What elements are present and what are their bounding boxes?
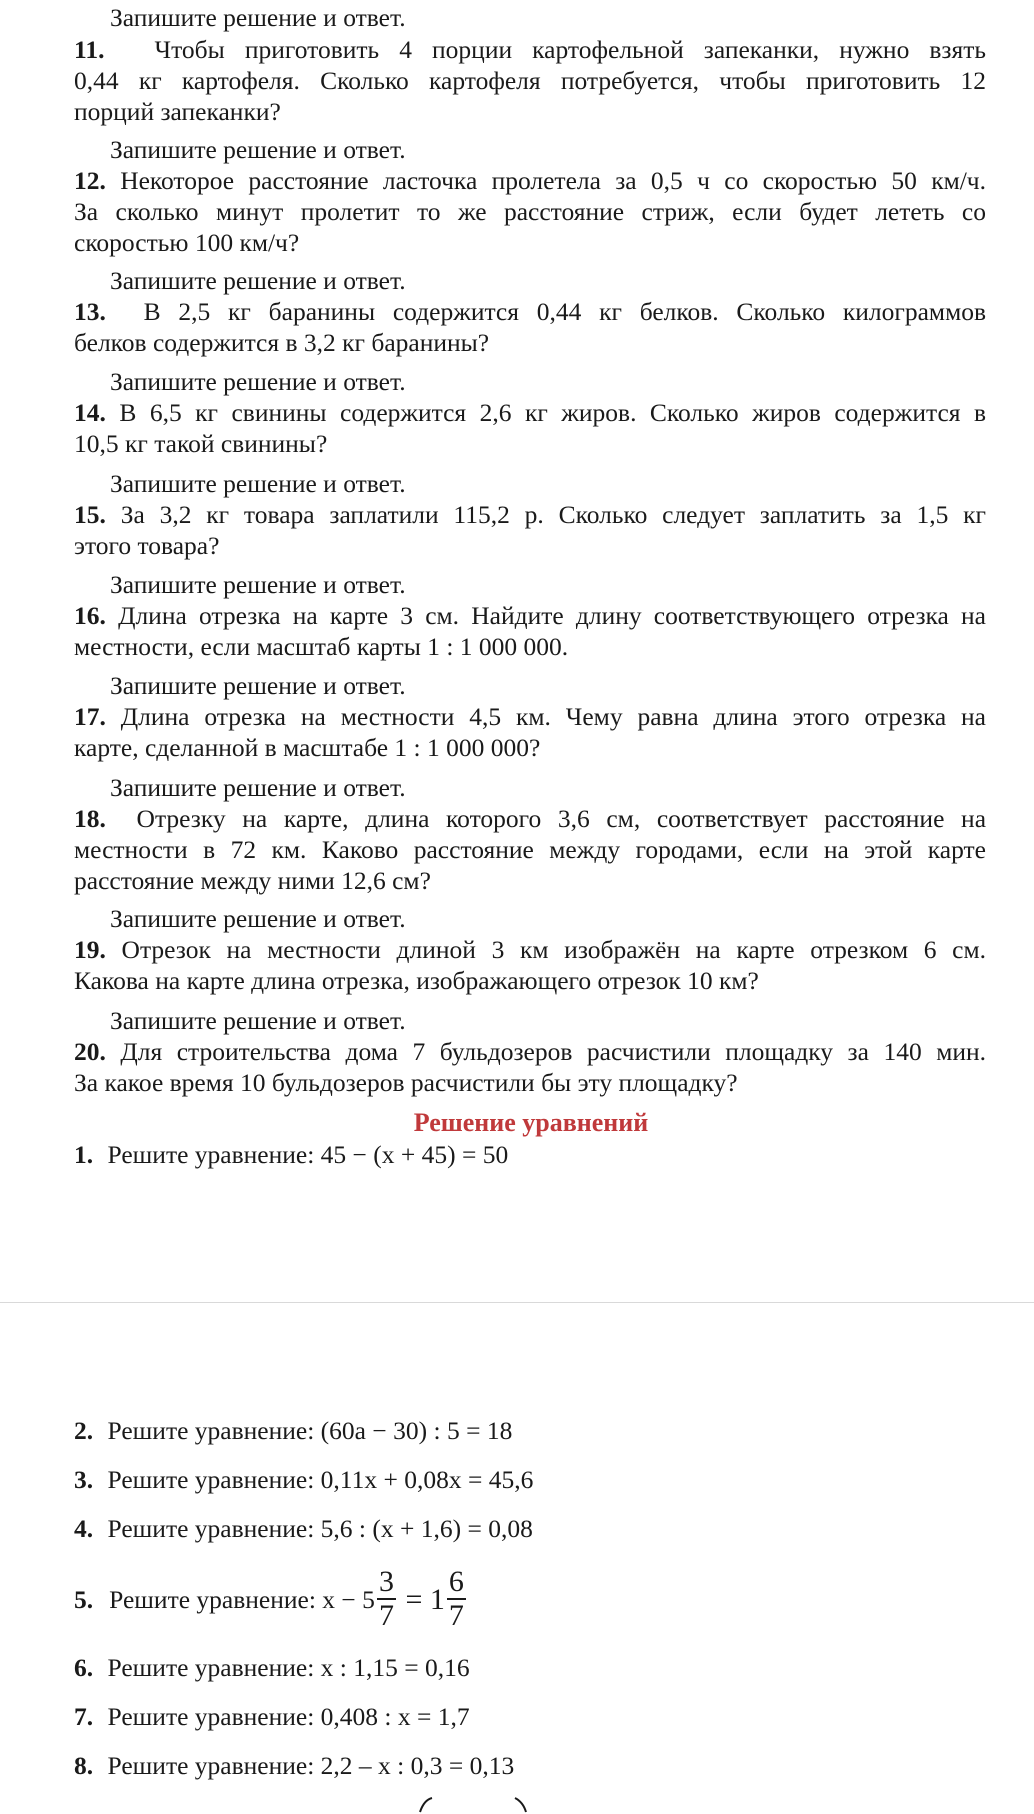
task-19 [74,934,986,996]
equation-text: Решите уравнение: x : 1,15 = 0,16 [107,1653,470,1682]
task-text-line: Длина отрезка на местности 4,5 км. Чему равна длина этого отрезка на [120,702,986,731]
task-text-line: порций запеканки? [74,97,281,126]
task-text-line: В 2,5 кг баранины содержится 0,44 кг белков. Сколько килограммов [143,297,986,326]
equation-number: 7. [74,1702,94,1731]
fraction [447,1566,466,1632]
task-number: 11. [74,35,105,64]
fraction [377,1566,396,1632]
task-number: 14. [74,398,106,427]
task-text-line: Чтобы приготовить 4 порции картофельной запеканки, нужно взять [154,35,987,64]
task-text-line: Отрезок на местности длиной 3 км изображён на карте отрезком 6 см. [121,935,987,964]
instruction-text: Запишите решение и ответ. [110,1006,406,1035]
equation-number: 4. [74,1514,94,1543]
equation-8 [74,1750,514,1781]
equation-1 [74,1139,508,1170]
task-number: 19. [74,935,106,964]
task-text-line: скоростью 100 км/ч? [74,228,300,257]
equation-text: Решите уравнение: 0,408 : x = 1,7 [107,1702,470,1731]
cropped-text-fragment [400,1794,550,1814]
task-text-line: карте, сделанной в масштабе 1 : 1 000 000? [74,733,541,762]
equation-text: Решите уравнение: (60a − 30) : 5 = 18 [107,1416,513,1445]
task-11 [74,34,986,127]
task-number: 17. [74,702,106,731]
task-text-line: местности, если масштаб карты 1 : 1 000 000. [74,632,569,661]
equation-3 [74,1464,533,1495]
task-number: 15. [74,500,106,529]
task-text-line: В 6,5 кг свинины содержится 2,6 кг жиров. Сколько жиров содержится в [119,398,986,427]
task-number: 16. [74,601,106,630]
task-text-line: 10,5 кг такой свинины? [74,429,328,458]
task-text-line: За 3,2 кг товара заплатили 115,2 р. Сколько следует заплатить за 1,5 кг [120,500,986,529]
equation-2 [74,1415,512,1446]
instruction-text: Запишите решение и ответ. [110,671,406,700]
task-number: 18. [74,804,106,833]
instruction-text: Запишите решение и ответ. [110,570,406,599]
fraction-denominator: 7 [448,1599,464,1632]
task-text-line: За сколько минут пролетит то же расстояние стриж, если будет лететь со [74,197,986,226]
task-text-line: 0,44 кг картофеля. Сколько картофеля потребуется, чтобы приготовить 12 [74,66,986,95]
task-15 [74,499,986,561]
task-text-line: Отрезку на карте, длина которого 3,6 см, соответствует расстояние на [136,804,987,833]
equation-number: 2. [74,1416,94,1445]
equation-text: Решите уравнение: x − 5 [109,1584,375,1614]
instruction-text: Запишите решение и ответ. [110,904,406,933]
task-13 [74,296,986,358]
equation-number: 6. [74,1653,94,1682]
instruction-text: Запишите решение и ответ. [110,367,406,396]
task-number: 20. [74,1037,106,1066]
page-divider [0,1302,1034,1303]
task-12 [74,165,986,258]
equation-text: Решите уравнение: 2,2 – x : 0,3 = 0,13 [107,1751,515,1780]
task-16 [74,600,986,662]
task-text-line: этого товара? [74,531,220,560]
task-text-line: Для строительства дома 7 бульдозеров расчистили площадку за 140 мин. [120,1037,986,1066]
equation-5 [74,1562,468,1636]
fraction-denominator: 7 [378,1599,394,1632]
task-text-line: Какова на карте длина отрезка, изображающего отрезок 10 км? [74,966,759,995]
equation-middle: = 1 [397,1582,445,1616]
task-18 [74,803,986,896]
fraction-numerator: 6 [448,1565,464,1598]
equation-number: 3. [74,1465,94,1494]
instruction-text: Запишите решение и ответ. [110,135,406,164]
equation-number: 8. [74,1751,94,1780]
equation-text: Решите уравнение: 45 − (x + 45) = 50 [107,1140,509,1169]
instruction-text: Запишите решение и ответ. [110,773,406,802]
instruction-text: Запишите решение и ответ. [110,469,406,498]
task-text-line: Некоторое расстояние ласточка пролетела за 0,5 ч со скоростью 50 км/ч. [120,166,986,195]
equation-number: 1. [74,1140,94,1169]
task-20 [74,1036,986,1098]
task-text-line: расстояние между ними 12,6 см? [74,866,431,895]
equation-7 [74,1701,470,1732]
equation-text: Решите уравнение: 5,6 : (x + 1,6) = 0,08 [107,1514,533,1543]
task-text-line: За какое время 10 бульдозеров расчистили бы эту площадку? [74,1068,738,1097]
equation-text: Решите уравнение: 0,11x + 0,08x = 45,6 [107,1465,534,1494]
task-number: 12. [74,166,106,195]
equation-6 [74,1652,470,1683]
section-heading: Решение уравнений [413,1108,649,1137]
task-text-line: местности в 72 км. Каково расстояние между городами, если на этой карте [74,835,986,864]
instruction-text: Запишите решение и ответ. [110,3,406,32]
task-text-line: Длина отрезка на карте 3 см. Найдите длину соответствующего отрезка на [118,601,986,630]
equation-number: 5. [74,1584,94,1614]
task-14 [74,397,986,459]
equation-4 [74,1513,533,1544]
task-text-line: белков содержится в 3,2 кг баранины? [74,328,490,357]
task-number: 13. [74,297,106,326]
instruction-text: Запишите решение и ответ. [110,266,406,295]
fraction-numerator: 3 [378,1565,394,1598]
task-17 [74,701,986,763]
